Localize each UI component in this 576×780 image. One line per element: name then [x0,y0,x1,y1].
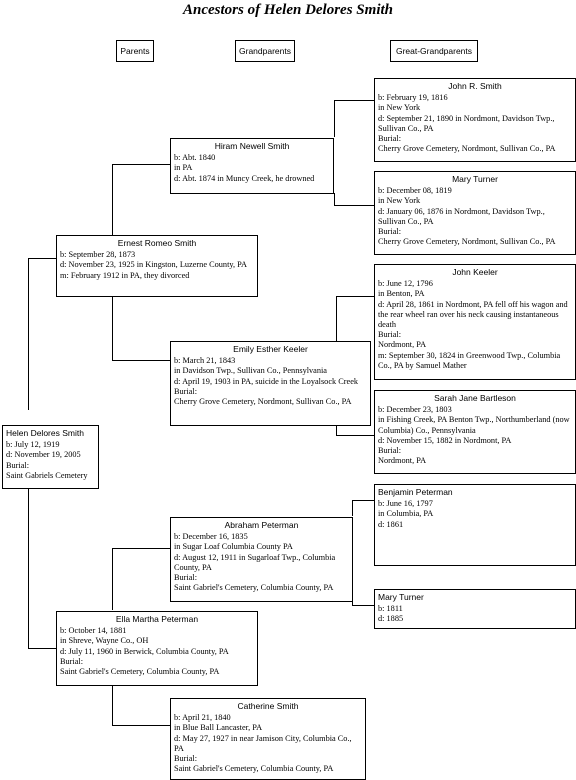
person-detail: in Benton, PA [378,289,425,299]
person-detail: Saint Gabriel's Cemetery, Columbia County, PA [174,764,334,774]
person-detail: b: July 12, 1919 [6,440,60,450]
person-box-benjamin-peterman [374,484,576,566]
person-detail: in PA [174,163,193,173]
connector-line [334,205,374,206]
person-box-mary-turner [374,171,576,255]
person-detail: b: October 14, 1881 [60,626,127,636]
person-detail: Burial: [174,573,198,583]
header-great-grandparents: Great-Grandparents [390,40,478,62]
person-name: Emily Esther Keeler [233,344,308,354]
person-detail: in Sugar Loaf Columbia County PA [174,542,293,552]
connector-line [336,435,374,436]
person-name: Ernest Romeo Smith [117,238,197,248]
person-detail: b: February 19, 1816 [378,93,448,103]
person-detail: Cherry Grove Cemetery, Nordmont, Sullivan Co., PA [378,144,556,154]
person-detail: b: June 12, 1796 [378,279,433,289]
person-detail: Burial: [378,330,402,340]
connector-line [112,164,113,235]
person-detail: m: February 1912 in PA, they divorced [60,270,190,280]
person-box-hiram-newell-smith [170,138,334,194]
person-box-emily-esther-keeler [170,341,371,426]
person-detail: b: 1811 [378,604,403,614]
connector-line [352,500,374,501]
person-detail: d: April 28, 1861 in Nordmont, PA fell off his wagon and the rear wheel ran over his neck causing instantaneous death [378,299,568,330]
connector-line [334,193,335,205]
connector-line [112,360,170,361]
person-detail: b: June 16, 1797 [378,499,433,509]
connector-line [336,296,374,297]
person-detail: Saint Gabriel's Cemetery, Columbia County, PA [174,583,334,593]
person-detail: d: November 19, 2005 [6,450,81,460]
person-detail: b: December 08, 1819 [378,186,452,196]
connector-line [334,100,374,101]
person-detail: d: 1885 [378,614,404,624]
person-box-mary-turner-2 [374,589,576,629]
person-name: Ella Martha Peterman [115,614,199,624]
person-detail: d: May 27, 1927 in near Jamison City, Columbia Co., PA [174,733,352,753]
person-detail: in Davidson Twp., Sullivan Co., Pennsylvania [174,366,327,376]
person-box-sarah-jane-bartleson [374,390,576,474]
person-box-ernest-romeo-smith [56,235,258,297]
connector-line [352,605,374,606]
connector-line [28,258,56,259]
connector-line [112,685,113,725]
connector-line [352,500,353,516]
connector-line [334,100,335,137]
connector-line [112,164,170,165]
person-detail: in Blue Ball Lancaster, PA [174,723,263,733]
connector-line [112,548,170,549]
person-detail: in Columbia, PA [378,509,434,519]
person-detail: d: November 15, 1882 in Nordmont, PA [378,435,512,445]
person-name: Benjamin Peterman [378,487,453,497]
person-detail: b: December 16, 1835 [174,532,248,542]
person-detail: d: January 06, 1876 in Nordmont, Davidson Twp., Sullivan Co., PA [378,206,545,226]
person-detail: Burial: [60,656,84,666]
person-name: Abraham Peterman [224,520,299,530]
person-detail: b: March 21, 1843 [174,356,236,366]
person-box-john-r-smith [374,78,576,162]
person-name: Hiram Newell Smith [214,141,290,151]
person-box-ella-martha-peterman [56,611,258,686]
person-name: Catherine Smith [237,701,299,711]
person-detail: d: July 11, 1960 in Berwick, Columbia County, PA [60,646,229,656]
person-box-john-keeler [374,264,576,380]
connector-line [336,425,337,435]
person-detail: d: 1861 [378,519,404,529]
person-name: Mary Turner [378,592,424,602]
person-detail: Burial: [174,754,198,764]
person-detail: d: Abt. 1874 in Muncy Creek, he drowned [174,173,315,183]
connector-line [112,296,113,360]
person-name: John Keeler [452,267,498,277]
person-detail: d: April 19, 1903 in PA, suicide in the Loyalsock Creek [174,376,359,386]
person-name: Mary Turner [452,174,498,184]
person-detail: in New York [378,103,421,113]
connector-line [336,296,337,341]
person-detail: d: August 12, 1911 in Sugarloaf Twp., Columbia County, PA [174,552,336,572]
person-detail: Burial: [378,227,402,237]
person-detail: in Shreve, Wayne Co., OH [60,636,149,646]
person-box-abraham-peterman [170,517,353,602]
person-detail: Burial: [6,460,30,470]
person-detail: in Fishing Creek, PA Benton Twp., Northumberland (now Columbia) Co., Pennsylvania [378,415,570,435]
person-detail: m: September 30, 1824 in Greenwood Twp., Columbia Co., PA by Samuel Mather [378,350,561,370]
connector-line [112,725,170,726]
connector-line [28,258,29,410]
person-name: Sarah Jane Bartleson [434,393,516,403]
person-detail: d: November 23, 1925 in Kingston, Luzerne County, PA [60,260,247,270]
person-box-catherine-smith [170,698,366,780]
person-detail: Burial: [378,446,402,456]
person-detail: d: September 21, 1890 in Nordmont, Davidson Twp., Sullivan Co., PA [378,113,555,133]
person-detail: Burial: [378,134,402,144]
person-detail: b: December 23, 1803 [378,405,452,415]
person-detail: Saint Gabriels Cemetery [6,470,88,480]
person-detail: b: September 28, 1873 [60,250,136,260]
person-detail: Burial: [174,386,198,396]
connector-line [28,488,29,648]
person-detail: b: April 21, 1840 [174,713,231,723]
person-detail: Cherry Grove Cemetery, Nordmont, Sullivan Co., PA [174,397,352,407]
person-detail: Nordmont, PA [378,456,427,466]
connector-line [112,548,113,610]
person-detail: in New York [378,196,421,206]
person-box-helen-delores-smith [2,425,99,489]
person-detail: Nordmont, PA [378,340,427,350]
header-parents: Parents [116,40,154,62]
header-grandparents: Grandparents [235,40,295,62]
connector-line [28,648,56,649]
person-detail: Cherry Grove Cemetery, Nordmont, Sullivan Co., PA [378,237,556,247]
person-name: Helen Delores Smith [6,428,84,438]
page-title: Ancestors of Helen Delores Smith [182,2,393,18]
person-detail: Saint Gabriel's Cemetery, Columbia County, PA [60,667,220,677]
person-name: John R. Smith [448,81,502,91]
person-detail: b: Abt. 1840 [174,153,216,163]
